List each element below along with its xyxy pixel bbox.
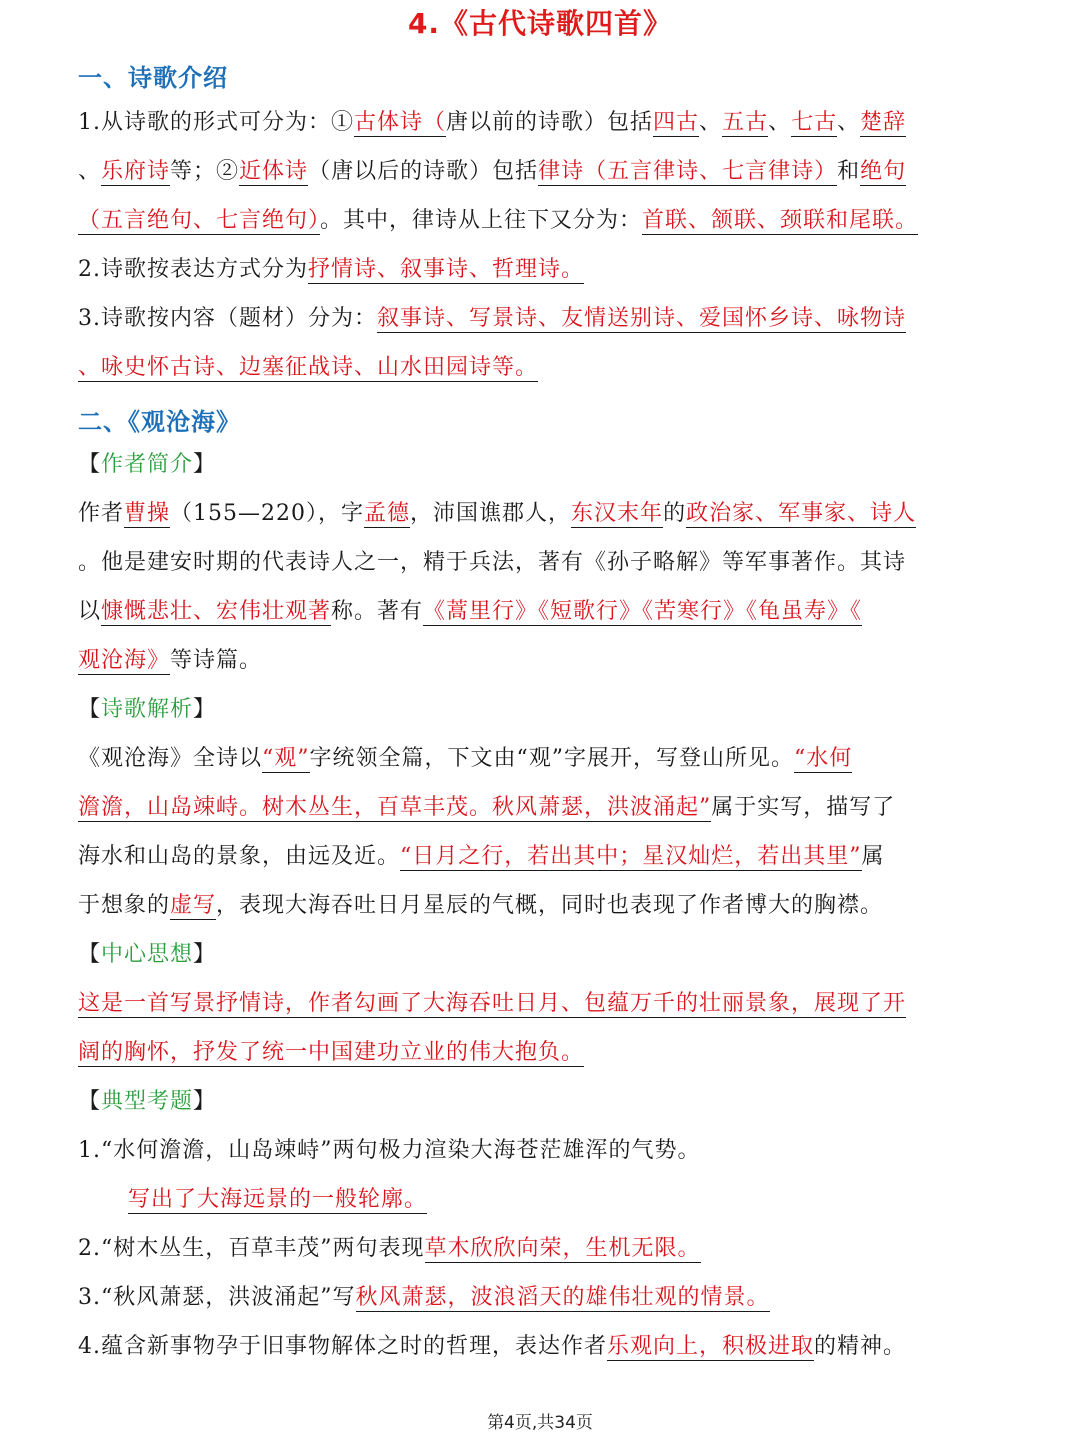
answer-text: 孟德: [364, 501, 411, 526]
body-text: 2.诗歌按表达方式分为: [78, 257, 308, 282]
body-text: 、: [768, 110, 792, 135]
answer-text: 写出了大海远景的一般轮廓。: [128, 1187, 428, 1212]
text-line: [78, 1332, 1018, 1362]
body-text: 。他是建安时期的代表诗人之一，精于兵法，著有《孙子略解》等军事著作。其诗: [78, 550, 907, 575]
answer-text: 七古: [791, 110, 838, 135]
body-text: （唐以后的诗歌）包括: [308, 159, 539, 184]
answer-text: 首联、颔联、颈联和尾联。: [642, 208, 919, 233]
subheading-author: 【作者简介】: [78, 452, 217, 477]
answer-text: 四古: [653, 110, 700, 135]
text-line: [78, 1234, 1018, 1264]
body-text: 和: [837, 159, 861, 184]
body-text: 属: [861, 844, 885, 869]
subheading-analysis-label: 诗歌解析: [101, 697, 194, 722]
subheading-author-label: 作者简介: [101, 452, 194, 477]
text-line: [78, 989, 1018, 1019]
text-line: [78, 744, 1018, 774]
body-text: 。其中，律诗从上往下又分为：: [320, 208, 643, 233]
body-text: 以: [78, 599, 102, 624]
section-heading-intro: 一、诗歌介绍: [78, 64, 228, 92]
text-line: [78, 1136, 1018, 1166]
subheading-theme-label: 中心思想: [101, 942, 194, 967]
body-text: 2.“树木丛生，百草丰茂”两句表现: [78, 1236, 425, 1261]
text-line: [78, 108, 1018, 138]
answer-text: 慷慨悲壮、宏伟壮观著: [101, 599, 332, 624]
body-text: 《观沧海》全诗以: [78, 746, 263, 771]
text-line: [78, 548, 1018, 578]
answer-text: 古体诗（: [354, 110, 447, 135]
section-heading-guancanghai: 二、《观沧海》: [78, 408, 241, 436]
text-line: [78, 499, 1018, 529]
body-text: 、: [78, 159, 102, 184]
text-line: [78, 646, 1018, 676]
text-line: [78, 793, 1018, 823]
answer-text: 《蒿里行》《短歌行》《苦寒行》《龟虽寿》《: [423, 599, 863, 624]
body-text: 、: [699, 110, 723, 135]
text-line: [78, 206, 1018, 236]
answer-text: 澹澹，山岛竦峙。树木丛生，百草丰茂。秋风萧瑟，洪波涌起”: [78, 795, 712, 820]
answer-text: 草木欣欣向荣，生机无限。: [424, 1236, 701, 1261]
body-text: 等诗篇。: [170, 648, 263, 673]
answer-text: 绝句: [860, 159, 907, 184]
body-text: 1.从诗歌的形式可分为：①: [78, 110, 354, 135]
subheading-exam: 【典型考题】: [78, 1089, 217, 1114]
answer-text: 东汉末年: [571, 501, 664, 526]
body-text: 作者: [78, 501, 125, 526]
answer-text: （五言绝句、七言绝句）: [78, 208, 321, 233]
body-text: 1.“水何澹澹，山岛竦峙”两句极力渲染大海苍茫雄浑的气势。: [78, 1138, 701, 1163]
answer-text: 虚写: [170, 893, 217, 918]
answer-text: 秋风萧瑟，波浪滔天的雄伟壮观的情景。: [355, 1285, 770, 1310]
body-text: 唐以前的诗歌）包括: [446, 110, 654, 135]
answer-text: 这是一首写景抒情诗，作者勾画了大海吞吐日月、包蕴万千的壮丽景象，展现了开: [78, 991, 907, 1016]
body-text: ，表现大海吞吐日月星辰的气概，同时也表现了作者博大的胸襟。: [216, 893, 884, 918]
body-text: 、: [837, 110, 861, 135]
body-text: 的精神。: [814, 1334, 907, 1359]
text-line: [78, 304, 1018, 334]
text-line: [78, 255, 1018, 285]
body-text: ，沛国谯郡人，: [410, 501, 572, 526]
text-line: [78, 842, 1018, 872]
text-line: [78, 891, 1018, 921]
text-line: [78, 1038, 1018, 1068]
answer-text: 近体诗: [239, 159, 309, 184]
subheading-exam-label: 典型考题: [101, 1089, 194, 1114]
body-text: 3.诗歌按内容（题材）分为：: [78, 306, 377, 331]
body-text: 属于实写，描写了: [711, 795, 896, 820]
body-text: 海水和山岛的景象，由远及近。: [78, 844, 401, 869]
body-text: 称。著有: [331, 599, 424, 624]
text-line: [128, 1185, 1068, 1215]
answer-text: 曹操: [124, 501, 171, 526]
answer-text: “日月之行，若出其中；星汉灿烂，若出其里”: [400, 844, 862, 869]
body-text: 3.“秋风萧瑟，洪波涌起”写: [78, 1285, 356, 1310]
answer-text: 乐观向上，积极进取: [607, 1334, 815, 1359]
answer-text: 乐府诗: [101, 159, 171, 184]
answer-text: 楚辞: [860, 110, 907, 135]
answer-text: “观”: [262, 746, 310, 771]
body-text: 于想象的: [78, 893, 171, 918]
text-line: [78, 157, 1018, 187]
subheading-theme: 【中心思想】: [78, 942, 217, 967]
answer-text: 阔的胸怀，抒发了统一中国建功立业的伟大抱负。: [78, 1040, 585, 1065]
text-line: [78, 1283, 1018, 1313]
subheading-analysis: 【诗歌解析】: [78, 697, 217, 722]
answer-text: “水何: [794, 746, 853, 771]
body-text: 字统领全篇，下文由“观”字展开，写登山所见。: [309, 746, 795, 771]
answer-text: 、咏史怀古诗、边塞征战诗、山水田园诗等。: [78, 355, 539, 380]
page-title: 4.《古代诗歌四首》: [407, 7, 673, 40]
body-text: （155—220），字: [170, 501, 365, 526]
answer-text: 五古: [722, 110, 769, 135]
body-text: 等；②: [170, 159, 240, 184]
answer-text: 叙事诗、写景诗、友情送别诗、爱国怀乡诗、咏物诗: [377, 306, 907, 331]
text-line: [78, 353, 1018, 383]
answer-text: 抒情诗、叙事诗、哲理诗。: [308, 257, 585, 282]
page-footer: 第4页,共34页: [487, 1413, 593, 1433]
answer-text: 政治家、军事家、诗人: [686, 501, 917, 526]
body-text: 的: [663, 501, 687, 526]
text-line: [78, 597, 1018, 627]
answer-text: 观沧海》: [78, 648, 171, 673]
body-text: 4.蕴含新事物孕于旧事物解体之时的哲理，表达作者: [78, 1334, 607, 1359]
answer-text: 律诗（五言律诗、七言律诗）: [538, 159, 838, 184]
